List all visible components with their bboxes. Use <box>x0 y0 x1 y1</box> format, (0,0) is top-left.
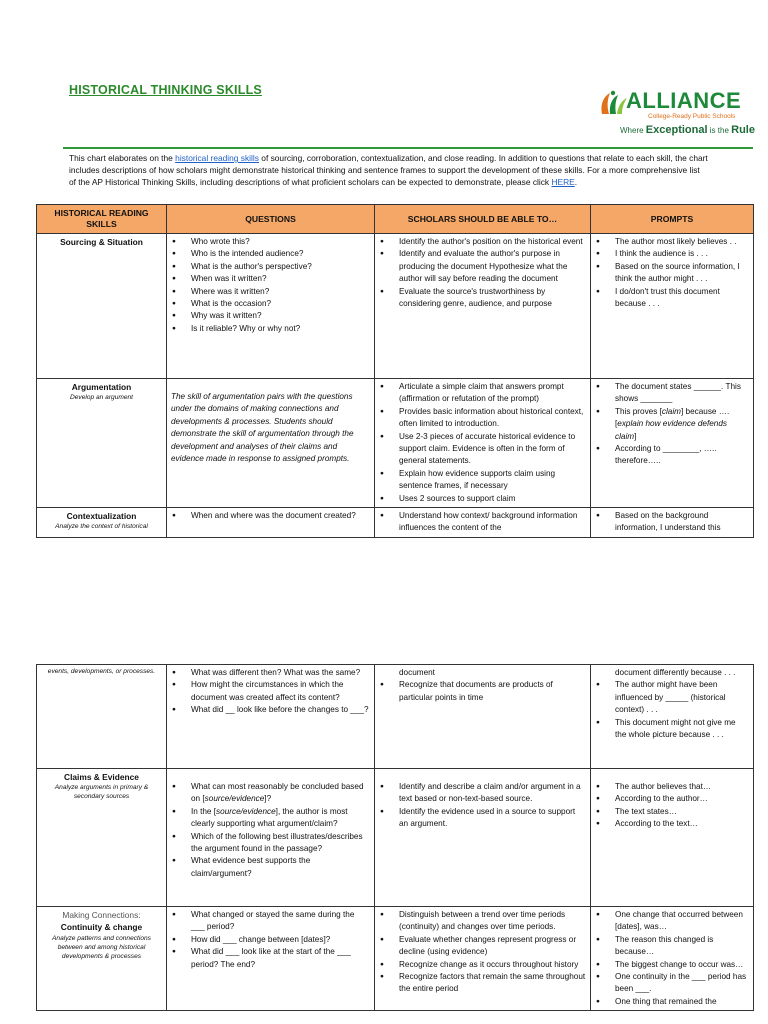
list-item: ● Which of the following best illustrates/describes the argument found in the passage? <box>191 831 370 856</box>
list-item: ● Identify the author's position on the historical event <box>399 236 586 248</box>
list-item: ● Based on the background information, I understand this <box>615 510 749 535</box>
list-item: ● I do/don't trust this document because . . . <box>615 286 749 311</box>
able-sourcing <box>375 234 591 379</box>
leaf-figure-icon <box>598 90 628 118</box>
list-item: ● What is the author's perspective? <box>191 261 370 273</box>
list-item: ● What is the occasion? <box>191 298 370 310</box>
list-item: ● I think the audience is . . . <box>615 248 749 260</box>
prompts-sourcing <box>591 234 754 379</box>
list-item: ● Explain how evidence supports claim using sentence frames, if necessary <box>399 468 586 493</box>
able-argumentation <box>375 379 591 508</box>
skill-contextualization: Contextualization Analyze the context of historical <box>37 508 167 538</box>
questions-connections <box>167 907 375 1011</box>
list-item: ● How might the circumstances in which the document was created affect its content? <box>191 679 370 704</box>
skill-connections: Making Connections: Continuity & change Analyze patterns and connections between and among historical developments & processes <box>37 907 167 1011</box>
questions-argumentation: The skill of argumentation pairs with the questions under the domains of making connections and developments & processes. Students should demonstrate the skill of argumentation through the development and analyses of their claims and evidence made in response to assigned prompts. <box>167 379 375 508</box>
list-item: ● The biggest change to occur was… <box>615 959 749 971</box>
list-item: ● Is it reliable? Why or why not? <box>191 323 370 335</box>
logo-subtitle: College-Ready Public Schools <box>648 113 736 120</box>
able-connections <box>375 907 591 1011</box>
list-item: ● What can most reasonably be concluded based on [source/evidence]? <box>191 781 370 806</box>
row-argumentation <box>37 379 754 508</box>
header-able-to: SCHOLARS SHOULD BE ABLE TO… <box>375 205 591 234</box>
list-item: ● According to the author… <box>615 793 749 805</box>
list-item: ● One change that occurred between [dates], was… <box>615 909 749 934</box>
able-contextualization-cont: document ● Recognize that documents are products of particular points in time <box>375 665 591 769</box>
prompts-contextualization-cont: document differently because . . . ● The author might have been influenced by _____ (historical context) . . . ● This document might not give me the whole picture because . . . <box>591 665 754 769</box>
list-item: ● How did ___ change between [dates]? <box>191 934 370 946</box>
row-contextualization <box>37 508 754 538</box>
list-item: ● Distinguish between a trend over time periods (continuity) and changes over time periods. <box>399 909 586 934</box>
list-item: ● Recognize that documents are products of particular points in time <box>399 679 586 704</box>
header-skills: HISTORICAL READING SKILLS <box>37 205 167 234</box>
table-header-row <box>37 205 754 234</box>
list-item: ● This proves [claim] because ….[explain how evidence defends claim] <box>615 406 749 443</box>
list-item: ● Who is the intended audience? <box>191 248 370 260</box>
list-item: ● Provides basic information about historical context, often limited to introduction. <box>399 406 586 431</box>
skill-claims: Claims & Evidence Analyze arguments in primary & secondary sources <box>37 769 167 907</box>
list-item: ● What did ___ look like at the start of the ___ period? The end? <box>191 946 370 971</box>
list-item: ● The author believes that… <box>615 781 749 793</box>
questions-contextualization-cont <box>167 665 375 769</box>
list-item: ● Based on the source information, I think the author might . . . <box>615 261 749 286</box>
list-item: ● What did __ look like before the changes to ___? <box>191 704 370 716</box>
list-item: ● Uses 2 sources to support claim <box>399 493 586 505</box>
list-item: ● This document might not give me the whole picture because . . . <box>615 717 749 742</box>
row-claims <box>37 769 754 907</box>
skill-sourcing: Sourcing & Situation <box>37 234 167 379</box>
page-title: HISTORICAL THINKING SKILLS <box>69 83 262 97</box>
list-item: ● The author most likely believes . . <box>615 236 749 248</box>
list-item: ● In the [source/evidence], the author is most clearly supporting what argument/claim? <box>191 806 370 831</box>
intro-paragraph: This chart elaborates on the historical reading skills of sourcing, corroboration, contextualization, and close reading. In addition to questions that relate to each skill, the chart includes descriptions of how scholars might demonstrate historical thinking and sentence frames to support the development of these skills. For a more comprehensive list of the AP Historical Thinking Skills, including descriptions of what proficient scholars can be expected to demonstrate, please click HERE. <box>69 153 708 187</box>
list-item: ● According to ________, ….. therefore….. <box>615 443 749 468</box>
list-item: ● According to the text… <box>615 818 749 830</box>
header-prompts: PROMPTS <box>591 205 754 234</box>
list-item: ● When and where was the document created? <box>191 510 370 522</box>
skills-table-part-1 <box>36 204 754 538</box>
list-item: ● Identify and describe a claim and/or argument in a text based or non-text-based source. <box>399 781 586 806</box>
row-connections <box>37 907 754 1011</box>
list-item: ● Use 2-3 pieces of accurate historical evidence to support claim. Evidence is often in the form of general statements. <box>399 431 586 468</box>
here-link[interactable]: HERE <box>551 177 575 187</box>
questions-claims <box>167 769 375 907</box>
list-item: ● One continuity in the ___ period has been ___. <box>615 971 749 996</box>
able-claims <box>375 769 591 907</box>
prompts-argumentation <box>591 379 754 508</box>
list-item: ● Evaluate whether changes represent progress or decline (using evidence) <box>399 934 586 959</box>
list-item: ● The document states ______. This shows _______ <box>615 381 749 406</box>
list-item: ● One thing that remained the <box>615 996 749 1008</box>
list-item: ● Articulate a simple claim that answers prompt (affirmation or refutation of the prompt) <box>399 381 586 406</box>
questions-contextualization <box>167 508 375 538</box>
header-divider <box>63 147 753 149</box>
list-item: ● What changed or stayed the same during the ___ period? <box>191 909 370 934</box>
historical-reading-skills-link[interactable]: historical reading skills <box>175 153 259 163</box>
prompts-contextualization <box>591 508 754 538</box>
list-item: ● When was it written? <box>191 273 370 285</box>
list-item: ● Identify the evidence used in a source to support an argument. <box>399 806 586 831</box>
document-page-2 <box>0 606 768 1024</box>
prompts-claims <box>591 769 754 907</box>
prompts-connections <box>591 907 754 1011</box>
list-item: ● Who wrote this? <box>191 236 370 248</box>
logo-name: ALLIANCE <box>626 88 742 113</box>
list-item: ● Evaluate the source's trustworthiness by considering genre, audience, and purpose <box>399 286 586 311</box>
logo-tagline: Where Exceptional is the Rule <box>620 124 755 136</box>
able-contextualization <box>375 508 591 538</box>
row-contextualization-cont <box>37 665 754 769</box>
skill-argumentation: Argumentation Develop an argument <box>37 379 167 508</box>
questions-sourcing <box>167 234 375 379</box>
row-sourcing <box>37 234 754 379</box>
list-item: ● Identify and evaluate the author's purpose in producing the document Hypothesize what the author will say before reading the document <box>399 248 586 285</box>
list-item: ● The text states… <box>615 806 749 818</box>
list-item: ● Recognize factors that remain the same throughout the entire period <box>399 971 586 996</box>
list-item: ● What was different then? What was the same? <box>191 667 370 679</box>
list-item: ● Why was it written? <box>191 310 370 322</box>
page-break <box>0 566 768 606</box>
list-item: ● Where was it written? <box>191 286 370 298</box>
list-item: ● Recognize change as it occurs throughout history <box>399 959 586 971</box>
skill-contextualization-cont: events, developments, or processes. <box>37 665 167 769</box>
header-questions: QUESTIONS <box>167 205 375 234</box>
list-item: ● Understand how context/ background information influences the content of the <box>399 510 586 535</box>
list-item: ● The reason this changed is because… <box>615 934 749 959</box>
list-item: ● The author might have been influenced by _____ (historical context) . . . <box>615 679 749 716</box>
list-item: ● What evidence best supports the claim/argument? <box>191 855 370 880</box>
alliance-logo <box>598 88 754 140</box>
skills-table-part-2 <box>36 664 754 1011</box>
